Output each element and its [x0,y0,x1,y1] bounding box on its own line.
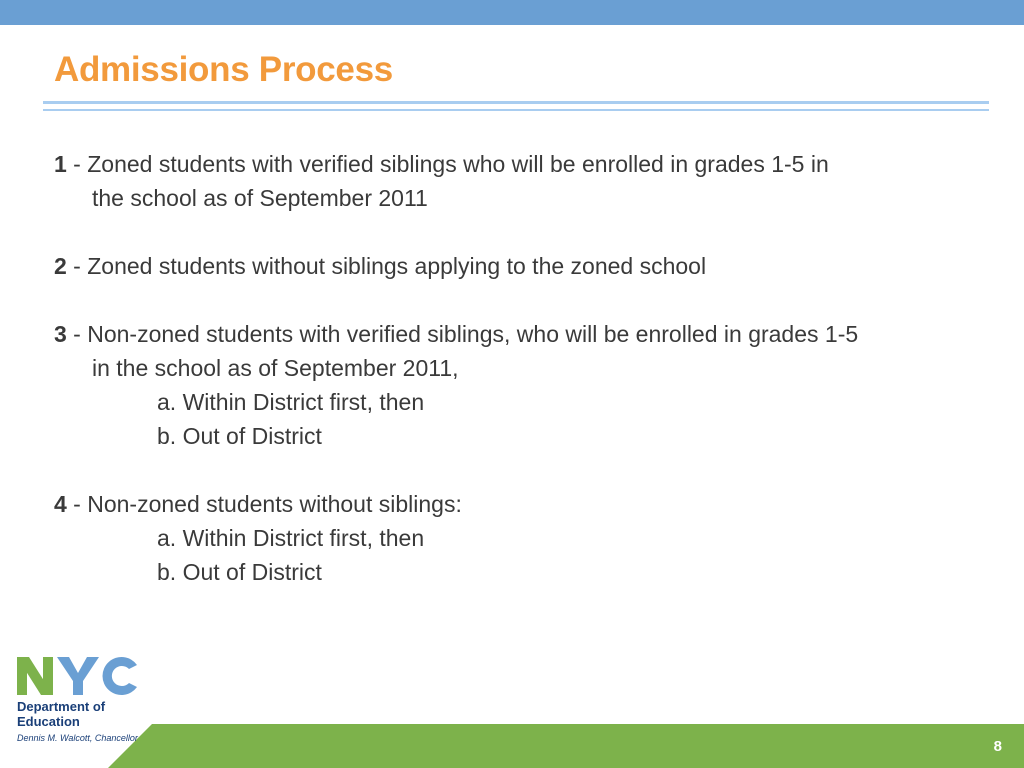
slide-body [54,147,984,589]
sub-item-within-district: a. Within District first, then [157,389,425,415]
slide-title: Admissions Process [54,50,393,89]
priority-text-continued: the school as of September 2011 [92,185,428,211]
title-rule-top [43,101,989,104]
priority-text: - Non-zoned students without siblings: [66,491,462,517]
admission-priority-4 [54,487,984,589]
priority-number: 1 [54,151,67,177]
sub-item-within-district: a. Within District first, then [157,525,425,551]
sub-item-out-of-district: b. Out of District [157,423,322,449]
admission-priority-3 [54,317,984,453]
footer-bar [0,724,1024,768]
sub-item-out-of-district: b. Out of District [157,559,322,585]
title-rule-bottom [43,109,989,111]
priority-number: 2 [54,253,67,279]
admission-priority-2 [54,249,984,283]
priority-text: - Zoned students without siblings applying to the zoned school [66,253,707,279]
page-number: 8 [993,738,1002,755]
priority-number: 4 [54,491,67,517]
priority-number: 3 [54,321,67,347]
chancellor-name: Dennis M. Walcott, Chancellor [17,733,138,743]
top-accent-bar [0,0,1024,25]
priority-text-continued: in the school as of September 2011, [92,355,459,381]
admission-priority-1 [54,147,984,215]
priority-text: - Zoned students with verified siblings who will be enrolled in grades 1-5 in [66,151,829,177]
priority-text: - Non-zoned students with verified siblings, who will be enrolled in grades 1-5 [66,321,859,347]
department-name: Department of Education [17,699,106,729]
